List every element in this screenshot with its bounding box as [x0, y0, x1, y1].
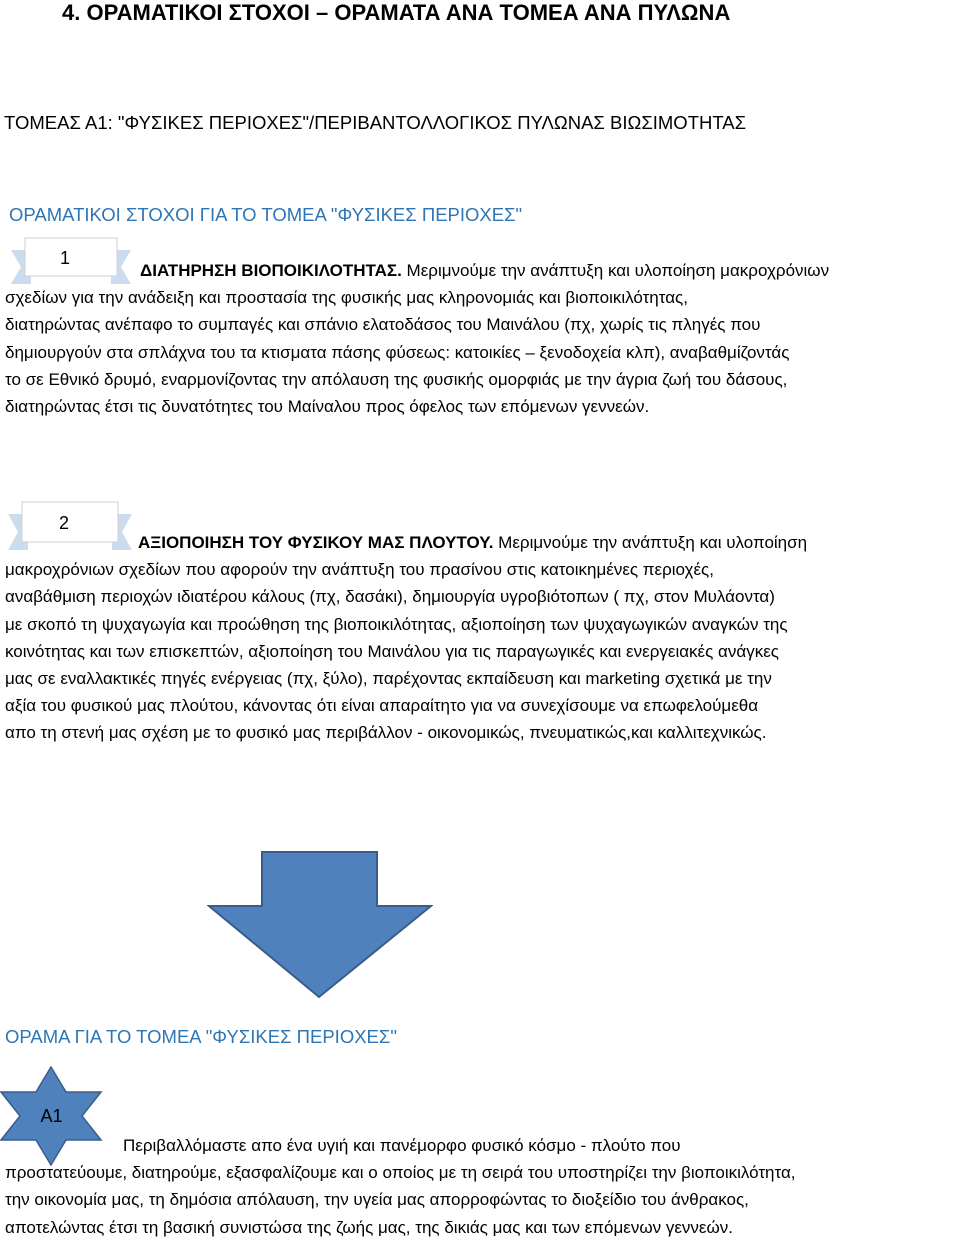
goal-1-line: το σε Εθνικό δρυμό, εναρμονίζοντας την απόλαυση της φυσικής ομορφιάς με την άγρια ζωή του δάσους, — [5, 369, 788, 389]
goal-2-line: Μεριμνούμε την ανάπτυξη και υλοποίηση — [493, 533, 808, 552]
goal-2-line: με σκοπό τη ψυχαγωγία και προώθηση της βιοποικιλότητας, αξιοποίηση των ψυχαγωγικών αναγκών της — [5, 614, 788, 634]
vision-badge-label: Α1 — [40, 1106, 63, 1126]
goal-2-paragraph — [5, 529, 957, 747]
goal-1-line: διατηρώντας έτσι τις δυνατότητες του Μαίναλου προς όφελος των επόμενων γεννεών. — [5, 397, 650, 417]
goal-1-line: δημιουργούν στα σπλάχνα του τα κτισματα πάσης φύσεως: κατοικίες – ξενοδοχεία κλπ), αναβαθμίζοντάς — [5, 342, 790, 362]
goal-1-line: Μεριμνούμε την ανάπτυξη και υλοποίηση μακροχρόνιων — [401, 261, 830, 280]
vision-paragraph — [5, 1132, 957, 1241]
vision-title: ΟΡΑΜΑ ΓΙΑ ΤΟ ΤΟΜΕΑ "ΦΥΣΙΚΕΣ ΠΕΡΙΟΧΕΣ" — [5, 1026, 397, 1047]
goal-2-line: μακροχρόνιων σχεδίων που αφορούν την ανάπτυξη του πρασίνου στις κατοικημένες περιοχές, — [5, 560, 714, 580]
vision-line: προστατεύουμε, διατηρούμε, εξασφαλίζουμε και ο οποίος με τη σειρά του υποστηρίζει την βιοποικιλότητα, — [5, 1163, 796, 1183]
page-heading: 4. ΟΡΑΜΑΤΙΚΟΙ ΣΤΟΧΟΙ – ΟΡΑΜΑΤΑ ΑΝΑ ΤΟΜΕΑ ΑΝΑ ΠΥΛΩΝΑ — [62, 0, 731, 25]
goal-2-line: κοινότητας και των επισκεπτών, αξιοποίηση του Μαινάλου για τις παραγωγικές και ενεργειακές ανάγκες — [5, 641, 779, 661]
vision-line: αποτελώντας έτσι τη βασική συνιστώσα της ζωής μας, της δικιάς μας και των επόμενων γεννεών. — [5, 1217, 734, 1237]
goal-1-line: διατηρώντας ανέπαφο το συμπαγές και σπάνιο ελατοδάσος του Μαινάλου (πχ, χωρίς τις πληγές που — [5, 315, 761, 335]
down-arrow-icon — [207, 851, 433, 999]
goal-2-line: αξία του φυσικού μας πλούτου, κάνοντας ότι είναι απαραίτητο για να συνεχίσουμε να επωφελούμεθα — [5, 696, 759, 716]
goal-1-lead: ΔΙΑΤΗΡΗΣΗ ΒΙΟΠΟΙΚΙΛΟΤΗΤΑΣ. — [140, 261, 402, 280]
goals-title: ΟΡΑΜΑΤΙΚΟΙ ΣΤΟΧΟΙ ΓΙΑ ΤΟ ΤΟΜΕΑ "ΦΥΣΙΚΕΣ ΠΕΡΙΟΧΕΣ" — [9, 204, 523, 225]
goal-2-line: μας σε εναλλακτικές πηγές ενέργειας (πχ, ξύλο), παρέχοντας εκπαίδευση και marketing σχετικά με την — [5, 669, 772, 689]
sector-title: ΤΟΜΕΑΣ Α1: "ΦΥΣΙΚΕΣ ΠΕΡΙΟΧΕΣ"/ΠΕΡΙΒΑΝΤΟΛΛΟΓΙΚΟΣ ΠΥΛΩΝΑΣ ΒΙΩΣΙΜΟΤΗΤΑΣ — [4, 112, 747, 133]
vision-line: Περιβαλλόμαστε απο ένα υγιή και πανέμορφο φυσικό κόσμο - πλούτο που — [123, 1136, 681, 1155]
goal-2-number: 2 — [58, 513, 69, 533]
vision-line: την οικονομία μας, τη δημόσια απόλαυση, την υγεία μας απορροφώντας το διοξείδιο του άνθρακος, — [5, 1190, 749, 1210]
goal-1-number: 1 — [59, 248, 70, 268]
goal-1-paragraph — [5, 257, 957, 420]
goal-2-line: απο τη στενή μας σχέση με το φυσικό μας περιβάλλον - οικονομικώς, πνευματικώς,και καλλιτεχνικώς. — [5, 723, 767, 743]
goal-2-line: αναβάθμιση περιοχών ιδιατέρου κάλους (πχ, δασάκι), δημιουργία υγροβιότοπων ( πχ, στον Μυλάοντα) — [5, 587, 775, 607]
goal-1-line: σχεδίων για την ανάδειξη και προστασία της φυσικής μας κληρονομιάς και βιοποικιλότητας, — [5, 288, 688, 308]
goal-2-lead: ΑΞΙΟΠΟΙΗΣΗ ΤΟΥ ΦΥΣΙΚΟΥ ΜΑΣ ΠΛΟΥΤΟΥ. — [138, 533, 494, 552]
